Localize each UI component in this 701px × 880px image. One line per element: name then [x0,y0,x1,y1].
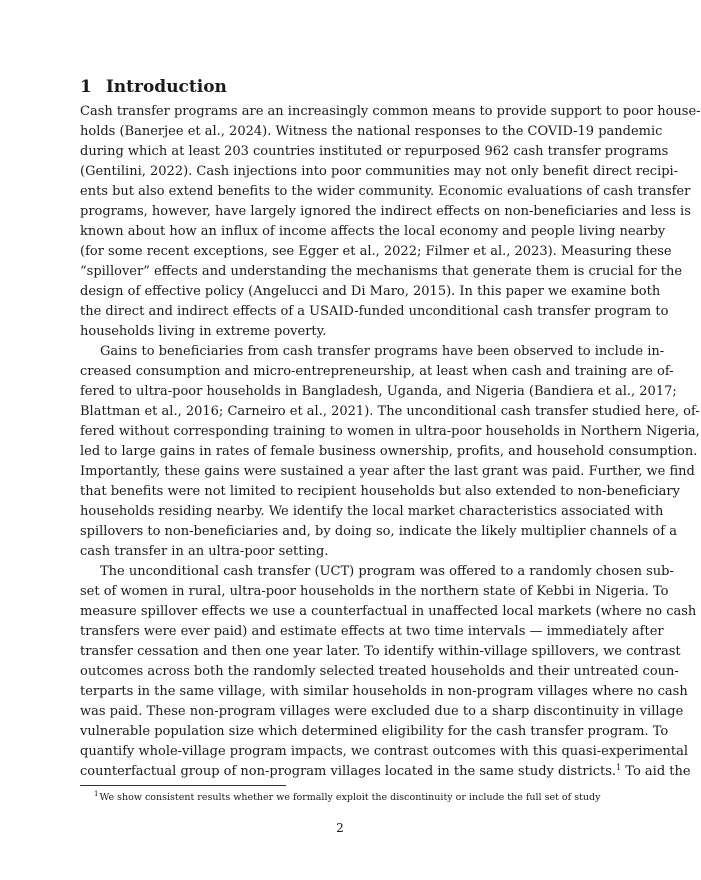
text-line: set of women in rural, ultra-poor households in the northern state of Kebbi in Nigeria. To [80,584,669,599]
footnote [80,787,600,805]
text-line: The unconditional cash transfer (UCT) program was offered to a randomly chosen sub- [100,564,674,579]
text-line: ents but also extend benefits to the wider community. Economic evaluations of cash transfer [80,184,691,199]
body-text [80,102,701,782]
page-number: 2 [336,821,344,835]
footnote-divider [80,785,286,786]
text-line-body: counterfactual group of non-program villages located in the same study districts. [80,764,617,779]
text-line: Importantly, these gains were sustained a year after the last grant was paid. Further, we find [80,464,695,479]
text-line: Gains to beneficiaries from cash transfer programs have been observed to include in- [100,344,665,359]
text-line: households residing nearby. We identify the local market characteristics associated with [80,504,664,519]
text-line: was paid. These non-program villages were excluded due to a sharp discontinuity in village [80,704,684,719]
footnote-number: 1 [94,790,99,798]
text-line-trailing: To aid the [621,764,691,779]
text-line: fered without corresponding training to women in ultra-poor households in Northern Nigeria, [80,424,700,439]
text-line: transfers were ever paid) and estimate effects at two time intervals — immediately after [80,624,664,639]
text-line: (for some recent exceptions, see Egger et al., 2022; Filmer et al., 2023). Measuring these [80,244,672,259]
text-line: led to large gains in rates of female business ownership, profits, and household consumption. [80,444,698,459]
text-line: measure spillover effects we use a counterfactual in unaffected local markets (where no cash [80,604,697,619]
text-line: vulnerable population size which determined eligibility for the cash transfer program. To [80,724,669,739]
text-line: Blattman et al., 2016; Carneiro et al., 2021). The unconditional cash transfer studied here, of- [80,404,700,419]
text-line: transfer cessation and then one year later. To identify within-village spillovers, we contrast [80,644,681,659]
paragraph-2 [80,342,700,562]
text-line: (Gentilini, 2022). Cash injections into poor communities may not only benefit direct recipi- [80,164,679,179]
section-heading [80,76,227,98]
text-line: known about how an influx of income affects the local economy and people living nearby [80,224,666,239]
text-line: the direct and indirect effects of a USAID-funded unconditional cash transfer program to [80,304,669,319]
section-number: 1 [80,77,92,97]
text-line: design of effective policy (Angelucci and Di Maro, 2015). In this paper we examine both [80,284,661,299]
text-line-with-footnote [80,762,691,782]
text-line: that benefits were not limited to recipient households but also extended to non-beneficiary [80,484,680,499]
text-line: cash transfer in an ultra-poor setting. [80,544,329,559]
text-line: “spillover” effects and understanding the mechanisms that generate them is crucial for the [80,264,683,279]
footnote-text: We show consistent results whether we formally exploit the discontinuity or include the full set of study [99,792,601,803]
text-line: terparts in the same village, with similar households in non-program villages where no cash [80,684,688,699]
text-line: outcomes across both the randomly selected treated households and their untreated coun- [80,664,679,679]
text-line: fered to ultra-poor households in Bangladesh, Uganda, and Nigeria (Bandiera et al., 2017; [80,384,677,399]
text-line: programs, however, have largely ignored the indirect effects on non-beneficiaries and less is [80,204,691,219]
text-line: spillovers to non-beneficiaries and, by doing so, indicate the likely multiplier channels of a [80,524,677,539]
text-line: during which at least 203 countries instituted or repurposed 962 cash transfer programs [80,144,669,159]
footnote-marker[interactable]: 1 [616,763,622,772]
text-line: creased consumption and micro-entrepreneurship, at least when cash and training are of- [80,364,674,379]
section-title: Introduction [105,77,227,97]
paragraph-1 [80,102,701,342]
text-line: households living in extreme poverty. [80,324,327,339]
text-line: holds (Banerjee et al., 2024). Witness the national responses to the COVID-19 pandemic [80,124,663,139]
text-line: quantify whole-village program impacts, we contrast outcomes with this quasi-experimental [80,744,689,759]
text-line: Cash transfer programs are an increasingly common means to provide support to poor house- [80,104,701,119]
paragraph-3 [80,562,697,782]
